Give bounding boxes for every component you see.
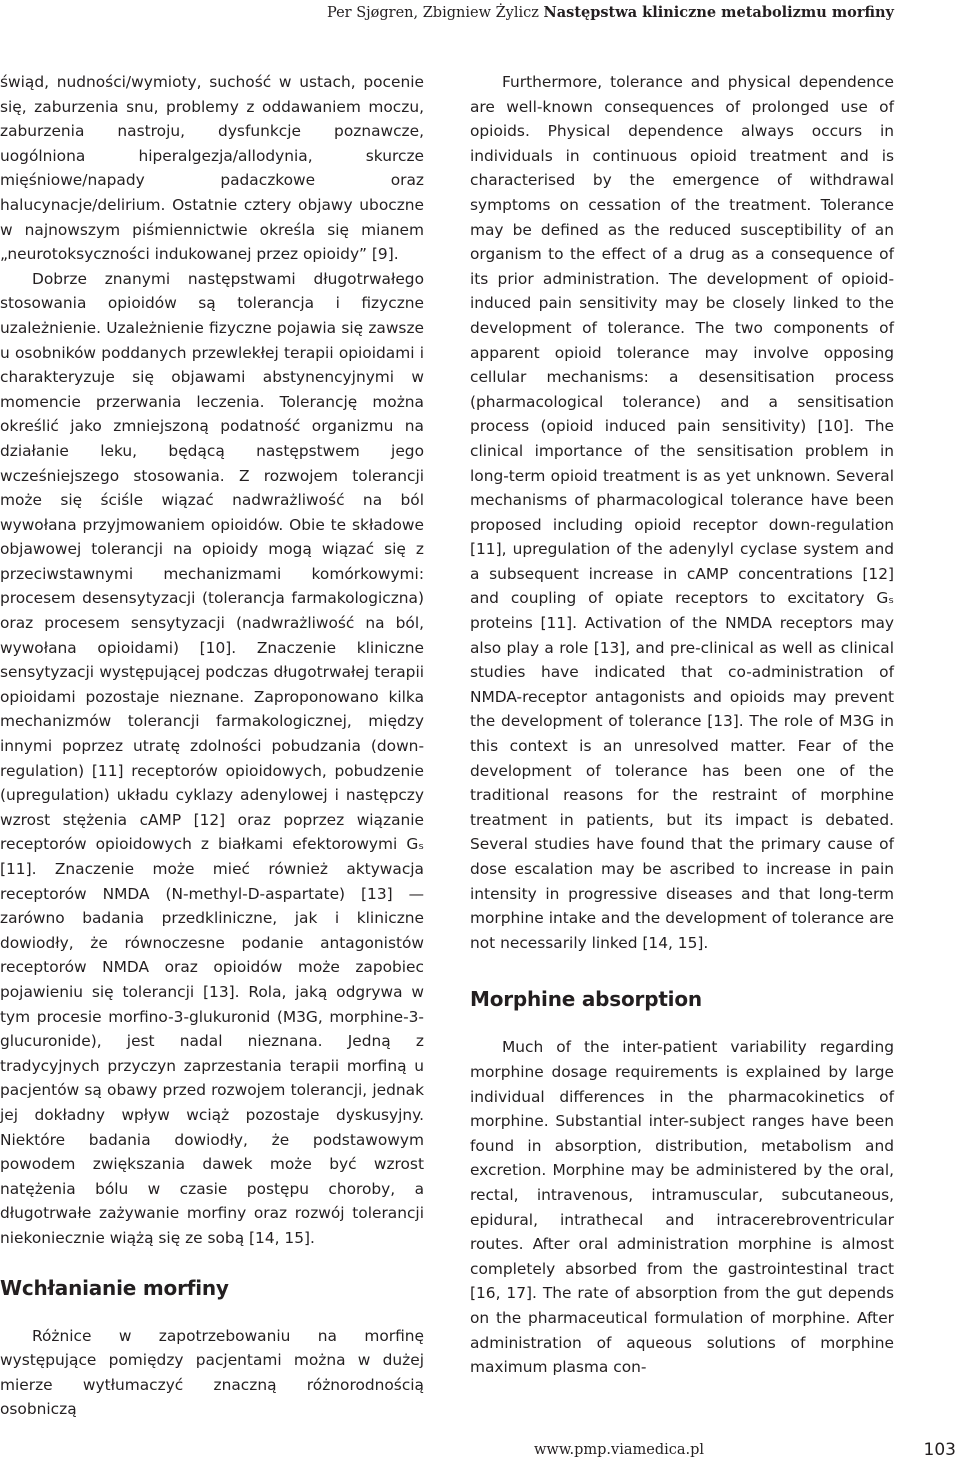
page-number: 103 [923, 1440, 956, 1460]
footer-url: www.pmp.viamedica.pl [534, 1442, 705, 1458]
left-paragraph-1: świąd, nudności/wymioty, suchość w ustach, pocenie się, zaburzenia snu, problemy z oddawaniem moczu, zaburzenia nastroju, dysfunkcje poznawcze, uogólniona hiperalgezja/allodynia, skurcze mięśniowe/napady padaczkowe oraz halucynacje/delirium. Ostatnie cztery objawy uboczne w najnowszym piśmiennictwie określa się mianem „neurotoksyczności indukowanej przez opioidy” [9]. [0, 73, 424, 264]
header-article-title: Następstwa kliniczne metabolizmu morfiny [543, 4, 894, 21]
header-authors: Per Sjøgren, Zbigniew Żylicz [327, 5, 539, 21]
right-paragraph-1: Furthermore, tolerance and physical dependence are well-known consequences of prolonged use of opioids. Physical dependence always occurs in individuals in continuous opioid treatment and is characterised by the emergence of withdrawal symptoms on cessation of the treatment. Tolerance may be defined as the reduced susceptibility of an organism to the effect of a drug as a consequence of its prior administration. The development of opioid-induced pain sensitivity may be closely linked to the development of tolerance. The two components of apparent opioid tolerance may involve opposing cellular mechanisms: a desensitisation process (pharmacological tolerance) and a sensitisation process (opioid induced pain sensitivity) [10]. The clinical importance of the sensitisation problem in long-term opioid treatment is as yet unknown. Several mechanisms of pharmacological tolerance have been proposed including opioid receptor down-regulation [11], upregulation of the adenylyl cyclase system and a subsequent increase in cAMP concentrations [12] and coupling of opiate receptors to excitatory Gₛ proteins [11]. Activation of the NMDA receptors may also play a role [13], and pre-clinical as well as clinical studies have indicated that co-administration of NMDA-receptor antagonists and opioids may prevent the development of tolerance [13]. The role of M3G in this context is an unresolved matter. Fear of the development of tolerance has been one of the traditional reasons for the restraint of morphine treatment in patients, but its impact is debated. Several studies have found that the primary cause of dose escalation may be ascribed to increase in pain intensity in progressive diseases and that long-term morphine intake and the development of tolerance are not necessarily linked [14, 15]. [470, 73, 894, 952]
running-header [327, 4, 894, 21]
left-section-heading: Wchłanianie morfiny [0, 1275, 229, 1300]
right-paragraph-2: Much of the inter-patient variability regarding morphine dosage requirements is explained by large individual differences in the pharmacokinetics of morphine. Substantial inter-subject ranges have been found in absorption, distribution, metabolism and excretion. Morphine may be administered by the oral, rectal, intravenous, intramuscular, subcutaneous, epidural, intrathecal and intracerebroventricular routes. After oral administration morphine is almost completely absorbed from the gastrointestinal tract [16, 17]. The rate of absorption from the gut depends on the pharmaceutical formulation of morphine. After administration of aqueous solutions of morphine maximum plasma con- [470, 1038, 894, 1377]
left-paragraph-2: Dobrze znanymi następstwami długotrwałego stosowania opioidów są tolerancja i fizyczne uzależnienie. Uzależnienie fizyczne pojawia się zawsze u osobników poddanych przewlekłej terapii opioidami i charakteryzuje się objawami abstynencyjnymi w momencie przerwania leczenia. Tolerancję można określić jako zmniejszoną podatność organizmu na działanie leku, będącą następstwem jego wcześniejszego stosowania. Z rozwojem tolerancji może się ściśle wiązać nadwrażliwość na ból wywołana przyjmowaniem opioidów. Obie te składowe objawowej tolerancji na opioidy mogą wiązać się z przeciwstawnymi mechanizmami komórkowymi: procesem desensytyzacji (tolerancja farmakologiczna) oraz procesem sensytyzacji (nadwrażliwość na ból, wywołana opioidami) [10]. Znaczenie kliniczne sensytyzacji występującej podczas długotrwałej terapii opioidami pozostaje nieznane. Zaproponowano kilka mechanizmów tolerancji farmakologicznej, między innymi poprzez utratę zdolności pobudzania (down-regulation) [11] receptorów opioidowych, pobudzenie (upregulation) układu cyklazy adenylowej i następczy wzrost stężenia cAMP [12] oraz poprzez wiązanie receptorów opioidowych z białkami efektorowymi Gₛ [11]. Znaczenie może mieć również aktywacja receptorów NMDA (N-methyl-D-aspartate) [13] — zarówno badania przedkliniczne, jak i kliniczne dowiodły, że równoczesne podanie antagonistów receptorów NMDA oraz opioidów może zapobiec pojawieniu się tolerancji [13]. Rola, jaką odgrywa w tym procesie morfino-3-glukuronid (M3G, morphine-3-glucuronide), jest nadal nieznana. Jedną z tradycyjnych przyczyn zaprzestania terapii morfiną u pacjentów są obawy przed rozwojem tolerancji, jednak jej dokładny wpływ wciąż pozostaje dyskusyjny. Niektóre badania dowiodły, że podstawowym powodem zwiększania dawek może być wzrost natężenia bólu w czasie postępu choroby, a długotrwałe zażywanie morfiny oraz rozwój tolerancji niekoniecznie wiążą się ze sobą [14, 15]. [0, 269, 424, 1247]
right-section-heading: Morphine absorption [470, 987, 702, 1012]
left-column [0, 70, 424, 1422]
right-column [470, 70, 894, 1380]
left-paragraph-3: Różnice w zapotrzebowaniu na morfinę występujące pomiędzy pacjentami można w dużej mierze wytłumaczyć znaczną różnorodnością osobniczą [0, 1326, 424, 1419]
